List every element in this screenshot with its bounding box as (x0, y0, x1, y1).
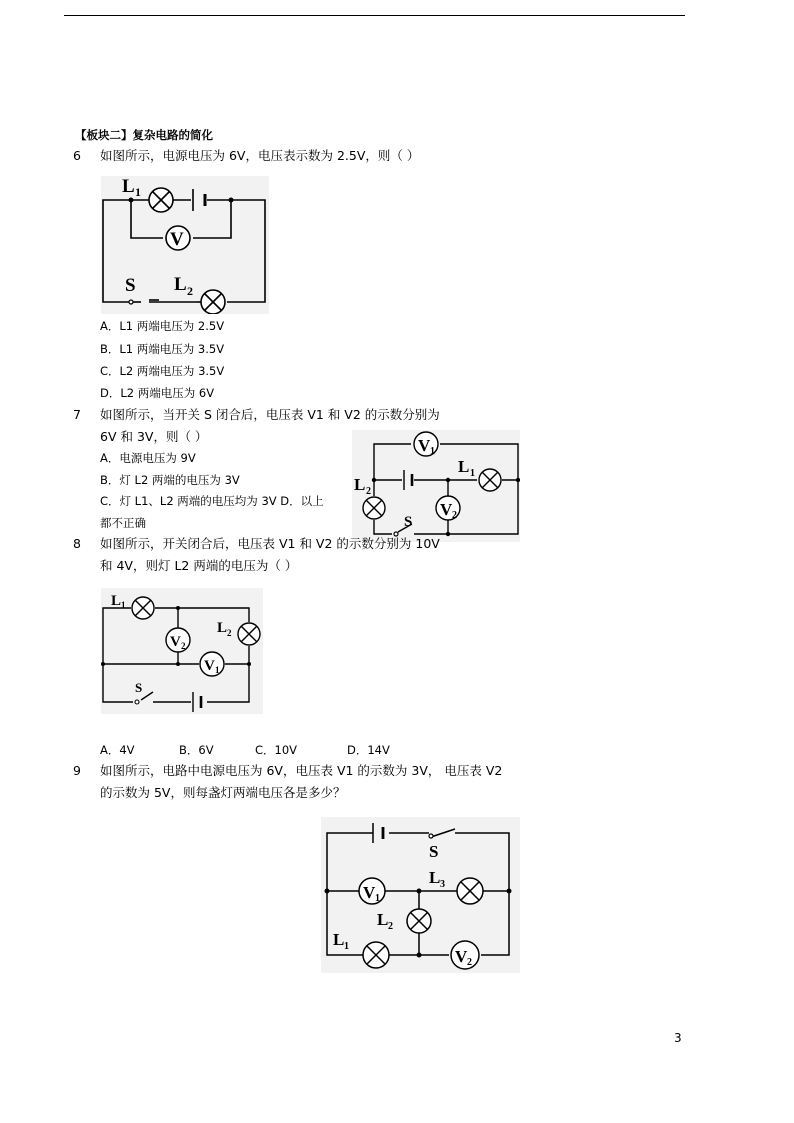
q9-l1-sub: 1 (344, 941, 349, 952)
q8-l2-label: L (217, 620, 228, 636)
q9-l3-sub: 3 (440, 879, 445, 890)
q8-lamp-l2-icon (238, 623, 260, 645)
q9-s-label: S (429, 842, 439, 861)
page-number: 3 (674, 1031, 682, 1045)
q9-circuit-figure (321, 817, 520, 973)
q8-l2-sub: 2 (227, 628, 232, 638)
q7-circuit-figure (352, 430, 520, 542)
q7-l2-sub: 2 (366, 486, 371, 497)
q7-lamp-l2-icon (363, 497, 385, 519)
q7-option-b: B．灯 L2 两端的电压为 3V (100, 473, 240, 487)
q7-option-a: A．电源电压为 9V (100, 451, 196, 465)
q6-stem: 如图所示，电源电压为 6V，电压表示数为 2.5V，则（ ） (100, 148, 420, 163)
q6-circuit-figure (101, 176, 269, 314)
q8-l1-label: L (111, 593, 122, 609)
q8-v1-label: V (204, 658, 215, 674)
q6-lamp-l2-icon (201, 290, 225, 314)
q8-lamp-l1-icon (132, 597, 154, 619)
q8-v2-sub: 2 (181, 641, 186, 651)
q6-v-label: V (170, 229, 184, 250)
q9-number: 9 (73, 763, 81, 778)
q7-option-d-cont: 都不正确 (100, 516, 146, 530)
q7-stem-line1: 如图所示，当开关 S 闭合后，电压表 V1 和 V2 的示数分别为 (100, 407, 440, 422)
q7-l2-label: L (354, 475, 366, 494)
q7-stem-line2: 6V 和 3V，则（ ） (100, 429, 208, 444)
q9-v2-label: V (455, 947, 468, 966)
q9-lamp-l1-icon (363, 942, 389, 968)
q6-s-label: S (125, 275, 136, 296)
q6-l2-sub: 2 (187, 284, 193, 298)
q8-number: 8 (73, 536, 81, 551)
q9-l1-label: L (333, 930, 345, 949)
q7-option-c: C．灯 L1、L2 两端的电压均为 3V D．以上 (100, 494, 324, 508)
q8-l1-sub: 1 (121, 600, 126, 610)
q8-stem-line1: 如图所示，开关闭合后，电压表 V1 和 V2 的示数分别为 10V (100, 536, 440, 551)
q9-v1-sub: 1 (375, 893, 380, 904)
q7-number: 7 (73, 407, 81, 422)
q6-option-d: D．L2 两端电压为 6V (100, 386, 215, 400)
q8-option-c: C．10V (255, 743, 298, 757)
q9-lamp-l3-icon (457, 878, 483, 904)
header-rule (64, 15, 685, 16)
section-heading: 【板块二】复杂电路的简化 (75, 128, 213, 142)
q9-v1-label: V (363, 883, 376, 902)
q7-lamp-l1-icon (479, 469, 501, 491)
q7-v2-sub: 2 (452, 510, 457, 521)
q7-v1-sub: 1 (430, 446, 435, 457)
q9-l2-label: L (377, 910, 389, 929)
q7-s-label: S (404, 514, 413, 530)
q8-circuit-figure (101, 588, 263, 714)
q9-lamp-l2-icon (407, 909, 431, 933)
q6-l2-label: L (174, 274, 187, 295)
q8-stem-line2: 和 4V，则灯 L2 两端的电压为（ ） (100, 558, 298, 573)
q8-v1-sub: 1 (215, 665, 220, 675)
q7-l1-label: L (458, 457, 470, 476)
q8-option-d: D．14V (347, 743, 390, 757)
q6-l1-sub: 1 (135, 185, 141, 199)
q9-stem-line1: 如图所示，电路中电源电压为 6V，电压表 V1 的示数为 3V， 电压表 V2 (100, 763, 503, 778)
q6-option-c: C．L2 两端电压为 3.5V (100, 364, 225, 378)
q9-l3-label: L (429, 868, 441, 887)
q7-v2-label: V (440, 500, 453, 519)
q8-option-b: B．6V (179, 743, 214, 757)
q7-v1-label: V (418, 436, 431, 455)
q6-l1-label: L (122, 176, 135, 197)
q9-l2-sub: 2 (388, 921, 393, 932)
q7-l1-sub: 1 (470, 468, 475, 479)
q9-v2-sub: 2 (467, 957, 472, 968)
q9-stem-line2: 的示数为 5V，则每盏灯两端电压各是多少？ (100, 785, 346, 800)
q8-s-label: S (135, 680, 143, 695)
q6-option-b: B．L1 两端电压为 3.5V (100, 342, 225, 356)
q6-option-a: A．L1 两端电压为 2.5V (100, 319, 225, 333)
q8-option-a: A．4V (100, 743, 135, 757)
q6-number: 6 (73, 148, 81, 163)
q8-v2-label: V (170, 634, 181, 650)
q6-lamp-l1-icon (149, 188, 173, 212)
